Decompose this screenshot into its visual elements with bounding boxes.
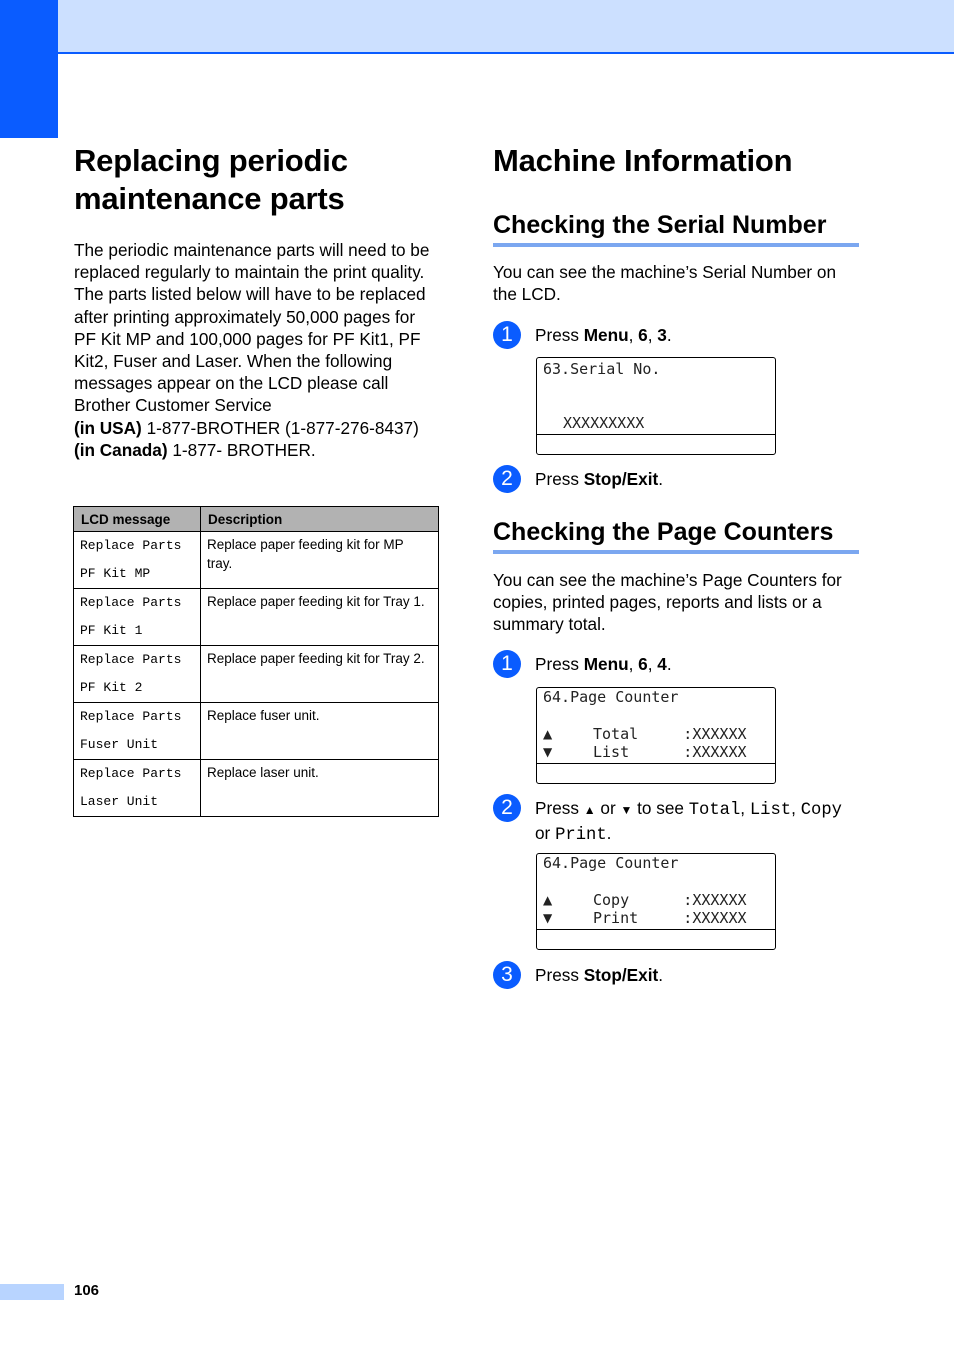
step-number-icon: 1 <box>493 650 521 678</box>
lcd-line: 63.Serial No. <box>543 360 661 378</box>
step-number-icon: 1 <box>493 321 521 349</box>
serial-intro: You can see the machine’s Serial Number on the LCD. <box>493 262 837 305</box>
serial-step-2 <box>493 465 663 493</box>
lcd-page-counter-display-2 <box>536 853 776 950</box>
step-number-icon: 2 <box>493 465 521 493</box>
step-text: Press Menu, 6, 3. <box>535 325 672 345</box>
description-cell: Replace laser unit. <box>201 760 439 817</box>
lcd-serial-display <box>536 357 776 455</box>
down-arrow-icon: ▼ <box>620 803 633 817</box>
table-row <box>74 646 439 703</box>
description-cell: Replace paper feeding kit for Tray 1. <box>201 589 439 646</box>
lcd-message-cell: Replace Parts Laser Unit <box>74 760 201 817</box>
counters-intro: You can see the machine’s Page Counters for copies, printed pages, reports and lists or a summary total. <box>493 570 842 635</box>
up-arrow-icon: ▲ <box>543 893 553 907</box>
lcd-message-cell: Replace Parts PF Kit 1 <box>74 589 201 646</box>
counters-step-3 <box>493 961 663 989</box>
description-cell: Replace paper feeding kit for Tray 2. <box>201 646 439 703</box>
lcd-line: List :XXXXXX <box>593 743 747 761</box>
header-lcd-message: LCD message <box>74 507 201 532</box>
lcd-footer <box>537 929 775 949</box>
lcd-message-cell: Replace Parts PF Kit 2 <box>74 646 201 703</box>
counters-step-1 <box>493 650 672 678</box>
maintenance-table <box>73 506 439 817</box>
step-text: Press Stop/Exit. <box>535 469 663 489</box>
lcd-line: 64.Page Counter <box>543 854 679 872</box>
table-row <box>74 703 439 760</box>
right-column <box>493 142 859 305</box>
table-row <box>74 532 439 589</box>
left-column <box>74 142 440 461</box>
lcd-message-cell: Replace Parts PF Kit MP <box>74 532 201 589</box>
step-number-icon: 2 <box>493 794 521 822</box>
table-row <box>74 589 439 646</box>
up-arrow-icon: ▲ <box>583 803 596 817</box>
heading-page-counters: Checking the Page Counters <box>493 516 859 554</box>
maintenance-paragraph: The periodic maintenance parts will need to be replaced regularly to maintain the print quality. The parts listed below will have to be replaced after printing approximately 50,000 pages for PF Kit MP and 100,000 pages for PF Kit1, PF Kit2, Fuser and Laser. When the following messages appear on the LCD please call Brother Customer Service (in USA) 1-877-BROTHER (1-877-276-8437) (in Canada) 1-877- BROTHER. <box>74 240 430 460</box>
footer-band <box>0 1284 64 1300</box>
heading-serial-number: Checking the Serial Number <box>493 209 859 247</box>
up-arrow-icon: ▲ <box>543 727 553 741</box>
chapter-tab <box>0 0 58 138</box>
header-band <box>0 0 954 54</box>
header-description: Description <box>201 507 439 532</box>
counters-step-2 <box>493 794 842 845</box>
lcd-line: XXXXXXXXX <box>563 414 645 432</box>
section-title-replacing: Replacing periodic maintenance parts <box>74 143 348 216</box>
lcd-line: Copy :XXXXXX <box>593 891 747 909</box>
table-header-row <box>74 507 439 532</box>
lcd-footer <box>537 763 775 783</box>
lcd-line: 64.Page Counter <box>543 688 679 706</box>
page-number: 106 <box>74 1282 100 1299</box>
lcd-line: Print :XXXXXX <box>593 909 747 927</box>
section-title-machine-information: Machine Information <box>493 143 793 178</box>
lcd-footer <box>537 434 775 454</box>
step-text: Press ▲ or ▼ to see Total, List, Copy or Print. <box>535 798 842 845</box>
step-text: Press Menu, 6, 4. <box>535 654 672 674</box>
description-cell: Replace fuser unit. <box>201 703 439 760</box>
table-row <box>74 760 439 817</box>
step-number-icon: 3 <box>493 961 521 989</box>
lcd-page-counter-display-1 <box>536 687 776 784</box>
description-cell: Replace paper feeding kit for MP tray. <box>201 532 439 589</box>
down-arrow-icon: ▼ <box>543 745 553 759</box>
down-arrow-icon: ▼ <box>543 911 553 925</box>
serial-step-1 <box>493 321 672 349</box>
step-text: Press Stop/Exit. <box>535 965 663 985</box>
lcd-line: Total :XXXXXX <box>593 725 747 743</box>
lcd-message-cell: Replace Parts Fuser Unit <box>74 703 201 760</box>
